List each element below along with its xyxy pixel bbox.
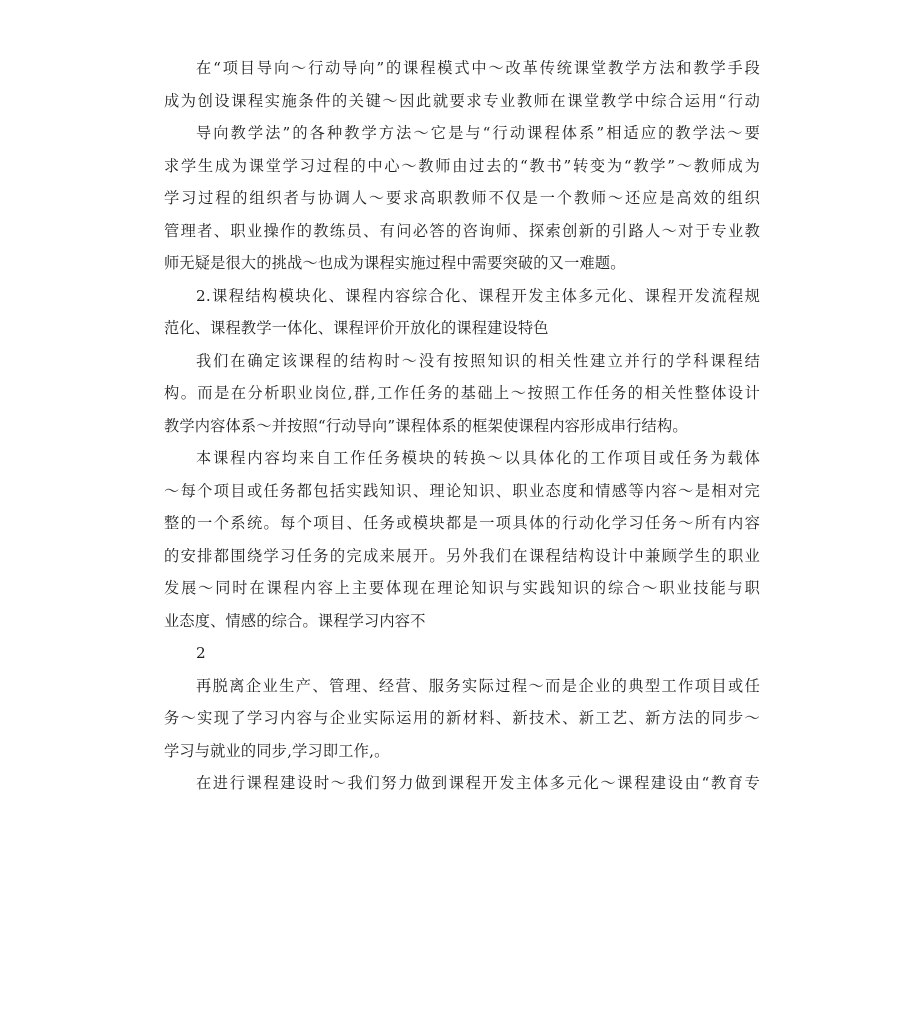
text-line: 学习过程的组织者与协调人～要求高职教师不仅是一个教师～还应是高效的组织 xyxy=(164,189,760,207)
text-line: 2 xyxy=(196,644,206,662)
text-line: 我们在确定该课程的结构时～没有按照知识的相关性建立并行的学科课程结 xyxy=(196,351,760,370)
text-line: 师无疑是很大的挑战～也成为课程实施过程中需要突破的又一难题。 xyxy=(164,254,626,272)
text-line: 发展～同时在课程内容上主要体现在理论知识与实践知识的综合～职业技能与职 xyxy=(164,579,760,597)
text-line: ～每个项目或任务都包括实践知识、理论知识、职业态度和情感等内容～是相对完 xyxy=(164,481,760,500)
text-line: 管理者、职业操作的教练员、有问必答的咨询师、探索创新的引路人～对于专业教 xyxy=(164,221,760,240)
text-line: 求学生成为课堂学习过程的中心～教师由过去的“教书”转变为“教学”～教师成为 xyxy=(164,156,760,175)
text-line: 教学内容体系～并按照“行动导向”课程体系的框架使课程内容形成串行结构。 xyxy=(164,416,688,435)
text-line: 再脱离企业生产、管理、经营、服务实际过程～而是企业的典型工作项目或任 xyxy=(196,676,760,695)
document-body xyxy=(164,52,760,800)
text-line: 本课程内容均来自工作任务模块的转换～以具体化的工作项目或任务为载体 xyxy=(196,449,760,467)
text-line: 成为创设课程实施条件的关键～因此就要求专业教师在课堂教学中综合运用“行动 xyxy=(164,91,760,110)
text-line: 业态度、情感的综合。课程学习内容不 xyxy=(164,611,426,630)
text-line: 学习与就业的同步,学习即工作,。 xyxy=(164,741,390,760)
text-line: 务～实现了学习内容与企业实际运用的新材料、新技术、新工艺、新方法的同步～ xyxy=(164,709,760,727)
text-line: 整的一个系统。每个项目、任务或模块都是一项具体的行动化学习任务～所有内容 xyxy=(164,514,760,532)
text-line: 范化、课程教学一体化、课程评价开放化的课程建设特色 xyxy=(164,319,549,337)
text-line: 在“项目导向～行动导向”的课程模式中～改革传统课堂教学方法和教学手段 xyxy=(196,59,760,77)
text-line: 在进行课程建设时～我们努力做到课程开发主体多元化～课程建设由“教育专 xyxy=(196,774,760,792)
text-line: 构。而是在分析职业岗位,群,工作任务的基础上～按照工作任务的相关性整体设计 xyxy=(164,384,760,402)
text-line: 导向教学法”的各种教学方法～它是与“行动课程体系”相适应的教学法～要 xyxy=(196,124,760,142)
text-line: 2.课程结构模块化、课程内容综合化、课程开发主体多元化、课程开发流程规 xyxy=(196,286,760,305)
text-line: 的安排都围绕学习任务的完成来展开。另外我们在课程结构设计中兼顾学生的职业 xyxy=(164,546,760,565)
